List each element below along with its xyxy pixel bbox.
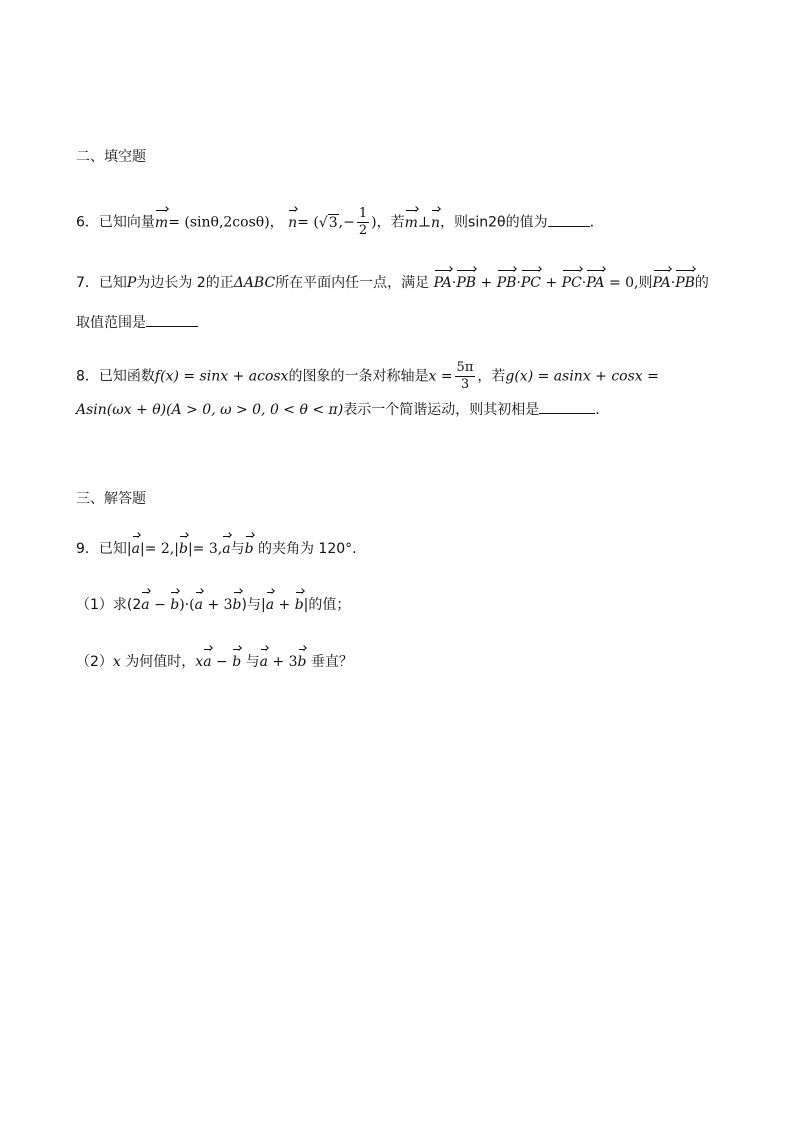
answer-blank-6: [548, 212, 590, 227]
question-7-line-2: 取值范围是: [76, 312, 198, 333]
question-6: 6．已知向量m= (sinθ,2cosθ)， n= (√3,− $\frac{1}{2}$ )，若m⊥n，则sin2θ的值为 .: [76, 206, 595, 238]
vector-n: n: [288, 214, 298, 231]
vector-m: m: [154, 214, 169, 231]
question-8-line-2: Asin(ωx + θ)(A > 0, ω > 0, 0 < θ < π)表示一个简谐运动，则其初相是 .: [76, 399, 600, 420]
sqrt-3: √3: [318, 214, 338, 231]
fraction-one-half: $\frac{1}{2}$: [358, 206, 368, 238]
section-heading-solve: 三、解答题: [76, 491, 146, 507]
answer-blank-7: [146, 312, 198, 327]
fraction-5pi-3: $\frac{5\pi}{3}$: [456, 360, 474, 392]
question-9-part-1: （1）求(2a − b)·(a + 3b)与|a + b|的值；: [76, 597, 351, 613]
question-7: 7．已知P为边长为 2的正ΔABC所在平面内任一点，满足 PA·PB + PB·PC + PC·PA = 0,则PA·PB的: [76, 275, 709, 291]
question-8: 8．已知函数f(x) = sinx + acosx的图象的一条对称轴是x = $\frac{5\pi}{3}$ ，若g(x) = asinx + cosx =: [76, 360, 659, 392]
section-heading-fill-blank: 二、填空题: [76, 149, 146, 165]
question-9: 9．已知|a|= 2,|b|= 3,a与b 的夹角为 120°.: [76, 541, 357, 557]
answer-blank-8: [539, 399, 595, 414]
question-9-part-2: （2）x 为何值时，xa − b 与a + 3b 垂直？: [76, 654, 353, 670]
